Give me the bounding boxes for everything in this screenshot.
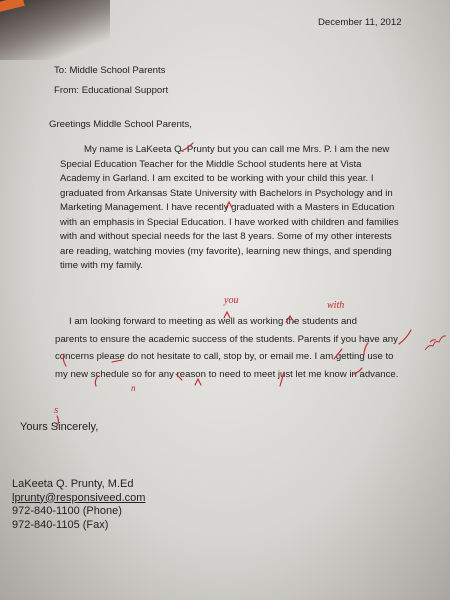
signature-phone: 972-840-1100 (Phone) <box>12 505 122 517</box>
correction-note: you <box>224 295 239 306</box>
paragraph-line: are reading, watching movies (my favorite), learning new things, and spending <box>60 245 392 257</box>
correction-mark <box>112 360 122 362</box>
correction-caret <box>195 379 201 385</box>
paragraph-line: Marketing Management. I have recently graduated with a Masters in Education <box>60 202 395 213</box>
correction-caret <box>224 312 230 318</box>
correction-mark <box>63 354 66 366</box>
correction-caret <box>286 316 294 322</box>
signature-name: LaKeeta Q. Prunty, M.Ed <box>12 478 134 490</box>
correction-note-scribble: n <box>131 383 136 393</box>
paragraph-line: graduated from Arkansas State University with Bachelors in Psychology and in <box>60 187 393 199</box>
correction-caret <box>226 202 232 208</box>
signature-fax: 972-840-1105 (Fax) <box>12 518 109 531</box>
correction-mark <box>57 416 59 426</box>
paragraph-line: my new schedule so for any reason to need to meet just let me know in advance. <box>55 368 399 380</box>
correction-mark <box>181 143 193 151</box>
letter-from: From: Educational Support <box>54 85 169 96</box>
paragraph-line: concerns please do not hesitate to call, stop by, or email me. I am getting use to <box>55 351 394 362</box>
correction-mark <box>176 374 182 380</box>
signature-email: lprunty@responsiveed.com <box>12 491 146 504</box>
paragraph-line: with and without special needs for the last 8 years. Some of my other interests <box>60 231 392 242</box>
paragraph-line: Academy in Garland. I am excited to be working with your child this year. I <box>60 173 374 184</box>
margin-scribble <box>425 336 446 350</box>
letter-date: December 11, 2012 <box>318 17 402 28</box>
correction-slash <box>280 372 284 386</box>
correction-mark <box>95 376 98 386</box>
letter-to: To: Middle School Parents <box>54 65 166 76</box>
correction-note: with <box>327 300 345 311</box>
correction-mark <box>354 368 362 374</box>
paragraph-line: Special Education Teacher for the Middle School students here at Vista <box>60 158 362 170</box>
correction-slash <box>334 349 342 359</box>
paragraph-line: with an emphasis in Special Education. I have worked with children and families <box>60 216 399 228</box>
correction-mark <box>399 330 411 344</box>
paragraph-line: parents to ensure the academic success of the students. Parents if you have any <box>55 333 398 345</box>
paragraph-line: I am looking forward to meeting as well as working the students and <box>69 316 357 327</box>
paragraph-line: time with my family. <box>60 260 143 271</box>
correction-note: s <box>54 404 59 416</box>
paragraph-line: My name is LaKeeta Q. Prunty but you can call me Mrs. P. I am the new <box>84 144 390 155</box>
correction-slash <box>364 343 368 355</box>
letter-greeting: Greetings Middle School Parents, <box>49 119 192 130</box>
letter-closing: Yours Sincerely, <box>20 421 99 433</box>
